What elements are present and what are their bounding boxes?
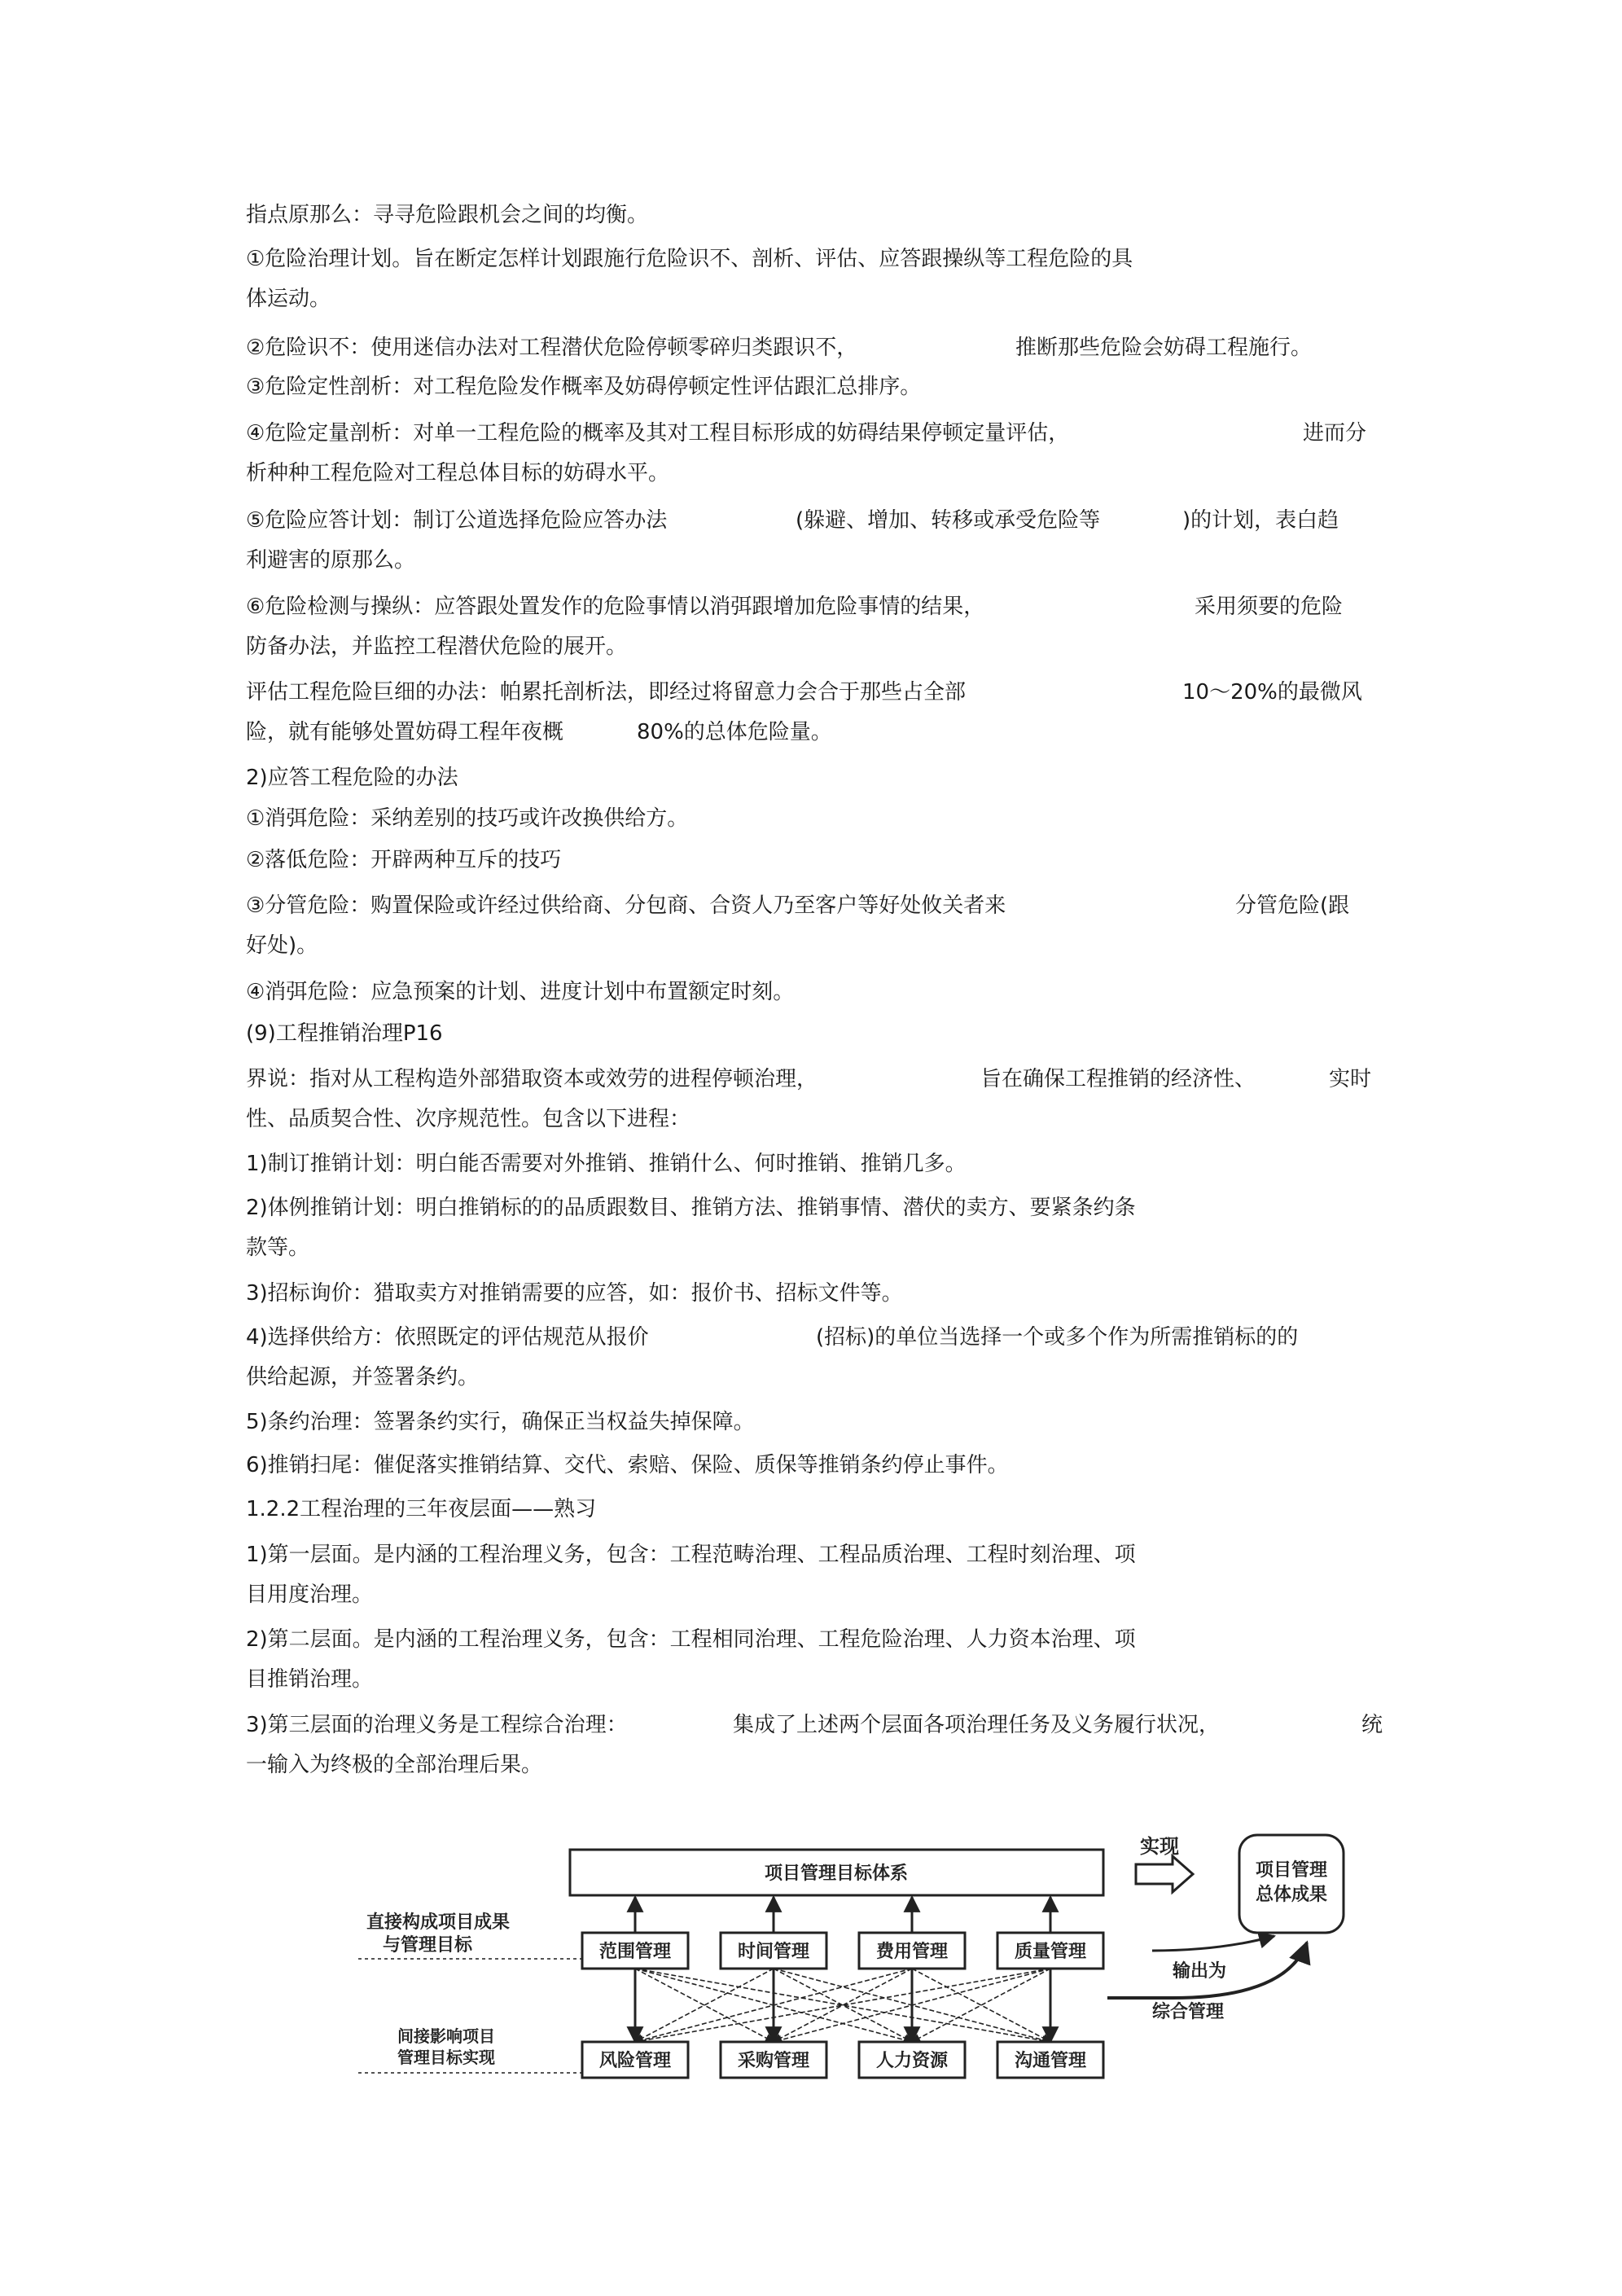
cross-lines	[635, 1969, 1050, 2042]
text-segment: 评估工程危险巨细的办法：帕累托剖析法，即经过将留意力会合于那些占全部	[246, 680, 967, 705]
text-segment: ⑥危险检测与操纵：应答跟处置发作的危险事情以消弭跟增加危险事情的结果，	[246, 595, 985, 619]
text-segment: )的计划，表白趋	[1182, 508, 1339, 533]
text-segment: ④危险定量剖析：对单一工程危险的概率及其对工程目标形成的妨碍结果停顿定量评估，	[246, 421, 1070, 446]
text-segment: 5)条约治理：签署条约实行，确保正当权益失掉保障。	[246, 1410, 755, 1434]
left-label-bottom-1: 间接影响项目	[397, 2026, 495, 2046]
text-segment: 险，就有能够处置妨碍工程年夜概	[246, 720, 564, 744]
text-segment: ①危险治理计划。旨在断定怎样计划跟施行危险识不、剖析、评估、应答跟操纵等工程危险的具	[246, 247, 1133, 271]
text-segment: 80%的总体危险量。	[637, 720, 832, 744]
row1-item-1-label: 时间管理	[737, 1941, 810, 1962]
text-segment: 好处)。	[246, 933, 318, 958]
row2-item-2-label: 人力资源	[875, 2050, 949, 2071]
text-segment: 2)应答工程危险的办法	[246, 766, 458, 790]
text-segment: 款等。	[246, 1236, 310, 1260]
text-segment: 析种种工程危险对工程总体目标的妨碍水平。	[246, 461, 670, 485]
text-segment: 3)招标询价：猎取卖方对推销需要的应答，如：报价书、招标文件等。	[246, 1281, 903, 1306]
text-segment: 采用须要的危险	[1195, 595, 1344, 619]
text-segment: ①消弭危险：采纳差别的技巧或许改换供给方。	[246, 806, 689, 831]
text-segment: 4)选择供给方：依照既定的评估规范从报价	[246, 1325, 649, 1350]
up-arrows	[635, 1897, 1050, 1933]
text-segment: 防备办法，并监控工程潜伏危险的展开。	[246, 634, 628, 659]
text-segment: 10～20%的最微风	[1182, 680, 1362, 705]
left-label-bottom-2: 管理目标实现	[397, 2048, 495, 2067]
text-segment: 一输入为终极的全部治理后果。	[246, 1753, 543, 1777]
text-segment: 1)第一层面。是内涵的工程治理义务，包含：工程范畴治理、工程品质治理、工程时刻治理、项	[246, 1543, 1136, 1567]
text-segment: 1)制订推销计划：明白能否需要对外推销、推销什么、何时推销、推销几多。	[246, 1152, 967, 1176]
text-segment: 3)第三层面的治理义务是工程综合治理：	[246, 1713, 628, 1737]
row1-item-3-label: 质量管理	[1014, 1941, 1087, 1962]
text-segment: 供给起源，并签署条约。	[246, 1365, 480, 1389]
text-segment: ③分管危险：购置保险或许经过供给商、分包商、合资人乃至客户等好处攸关者来	[246, 893, 1006, 918]
text-segment: 进而分	[1303, 421, 1367, 446]
text-segment: ④消弭危险：应急预案的计划、进度计划中布置额定时刻。	[246, 980, 795, 1004]
text-segment: 2)第二层面。是内涵的工程治理义务，包含：工程相同治理、工程危险治理、人力资本治理、项	[246, 1627, 1136, 1652]
text-segment: 性、品质契合性、次序规范性。包含以下进程：	[246, 1107, 691, 1131]
text-segment: 体运动。	[246, 287, 331, 311]
text-segment: 推断那些危险会妨碍工程施行。	[1015, 336, 1313, 360]
row2-item-1-label: 采购管理	[737, 2050, 810, 2071]
project-management-diagram	[358, 1828, 1368, 2122]
realize-arrow	[1136, 1856, 1193, 1892]
text-segment: ③危险定性剖析：对工程危险发作概率及妨碍停顿定性评估跟汇总排序。	[246, 375, 922, 399]
result-line-1: 项目管理	[1255, 1859, 1328, 1881]
integration-label: 综合管理	[1152, 2001, 1225, 2022]
text-segment: ②危险识不：使用迷信办法对工程潜伏危险停顿零碎归类跟识不，	[246, 336, 858, 360]
text-segment: (9)工程推销治理P16	[246, 1021, 443, 1046]
text-segment: ②落低危险：开辟两种互斥的技巧	[246, 848, 562, 872]
row1-item-2-label: 费用管理	[875, 1941, 949, 1962]
text-segment: 目推销治理。	[246, 1667, 374, 1692]
text-segment: 统	[1361, 1713, 1383, 1737]
text-segment: 界说：指对从工程构造外部猎取资本或效劳的进程停顿治理，	[246, 1067, 818, 1091]
text-segment: 2)体例推销计划：明白推销标的的品质跟数目、推销方法、推销事情、潜伏的卖方、要紧条约条	[246, 1196, 1136, 1220]
text-segment: 6)推销扫尾：催促落实推销结算、交代、索赔、保险、质保等推销条约停止事件。	[246, 1453, 1009, 1477]
text-segment: 旨在确保工程推销的经济性、	[980, 1067, 1256, 1091]
text-segment: (躲避、增加、转移或承受危险等	[796, 508, 1101, 533]
top-box-label: 项目管理目标体系	[764, 1863, 909, 1884]
realize-label: 实现	[1140, 1834, 1179, 1858]
text-segment: 集成了上述两个层面各项治理任务及义务履行状况，	[733, 1713, 1221, 1737]
text-segment: 利避害的原那么。	[246, 548, 416, 573]
result-line-2: 总体成果	[1255, 1884, 1328, 1905]
row2-boxes	[582, 2042, 1103, 2078]
row1-item-0-label: 范围管理	[598, 1941, 672, 1962]
text-segment: 指点原那么：寻寻危险跟机会之间的均衡。	[246, 203, 649, 227]
text-segment: 分管危险(跟	[1235, 893, 1350, 918]
left-label-top-1: 直接构成项目成果	[366, 1912, 511, 1933]
left-label-top-2: 与管理目标	[383, 1934, 473, 1956]
text-segment: ⑤危险应答计划：制订公道选择危险应答办法	[246, 508, 668, 533]
text-segment: (招标)的单位当选择一个或多个作为所需推销标的的	[816, 1325, 1299, 1350]
text-segment: 实时	[1329, 1067, 1372, 1091]
text-segment: 1.2.2工程治理的三年夜层面——熟习	[246, 1497, 597, 1521]
output-label: 输出为	[1173, 1960, 1227, 1982]
text-segment: 目用度治理。	[246, 1583, 374, 1607]
row2-item-0-label: 风险管理	[598, 2050, 672, 2071]
row2-item-3-label: 沟通管理	[1014, 2050, 1087, 2071]
output-arrow	[1152, 1936, 1274, 1951]
row1-boxes	[582, 1933, 1103, 1969]
